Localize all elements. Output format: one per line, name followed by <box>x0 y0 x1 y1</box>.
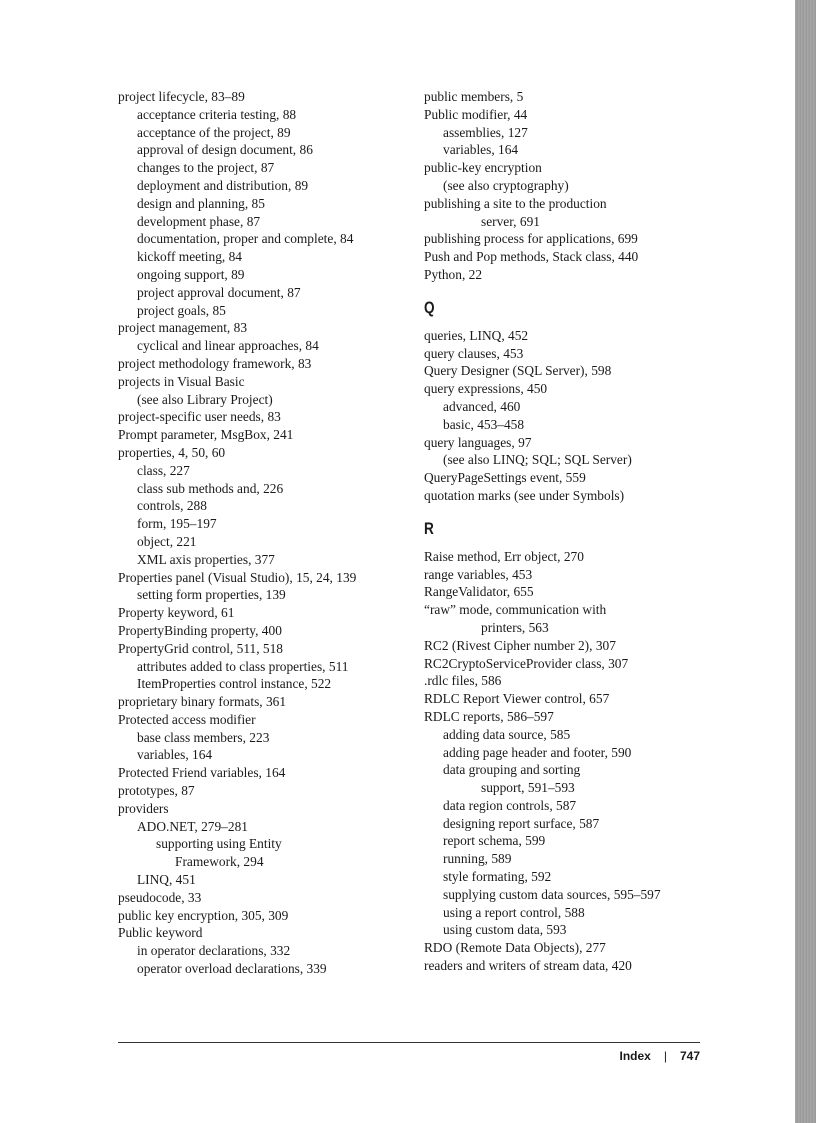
index-entry: query languages, 97 <box>424 434 532 450</box>
index-entry: properties, 4, 50, 60 <box>118 444 226 460</box>
footer-rule <box>118 1042 700 1043</box>
index-entry: pseudocode, 33 <box>118 889 202 905</box>
index-subentry: advanced, 460 <box>443 398 521 414</box>
index-subentry: class, 227 <box>137 462 190 478</box>
index-entry: project management, 83 <box>118 320 248 336</box>
index-entry: public key encryption, 305, 309 <box>118 907 289 923</box>
index-subentry: adding page header and footer, 590 <box>443 744 632 760</box>
index-subentry: ItemProperties control instance, 522 <box>137 676 332 692</box>
index-subentry: server, 691 <box>481 213 540 229</box>
index-subentry: running, 589 <box>443 851 512 867</box>
index-subentry: deployment and distribution, 89 <box>137 177 309 193</box>
index-subentry: operator overload declarations, 339 <box>137 961 327 977</box>
index-subentry: project goals, 85 <box>137 302 226 318</box>
index-entry: project methodology framework, 83 <box>118 355 312 371</box>
index-entry: providers <box>118 800 169 816</box>
footer-separator: | <box>663 1049 667 1063</box>
index-subentry: variables, 164 <box>137 747 213 763</box>
index-entry: RC2CryptoServiceProvider class, 307 <box>424 655 629 671</box>
index-entry: publishing a site to the production <box>424 195 607 211</box>
index-subentry: acceptance of the project, 89 <box>137 124 291 140</box>
index-subentry: base class members, 223 <box>137 729 270 745</box>
index-subentry: printers, 563 <box>481 619 549 635</box>
index-subentry: LINQ, 451 <box>137 872 196 888</box>
index-subentry: documentation, proper and complete, 84 <box>137 231 354 247</box>
index-entry: projects in Visual Basic <box>118 373 245 389</box>
index-entry: RDO (Remote Data Objects), 277 <box>424 940 606 956</box>
index-subentry: data region controls, 587 <box>443 797 577 813</box>
index-entry: Property keyword, 61 <box>118 605 235 621</box>
index-subentry: (see also cryptography) <box>443 177 569 193</box>
index-entry: query expressions, 450 <box>424 381 548 397</box>
index-entry: Public keyword <box>118 925 203 941</box>
index-subentry: assemblies, 127 <box>443 124 528 140</box>
index-entry: query clauses, 453 <box>424 345 524 361</box>
index-subentry: kickoff meeting, 84 <box>137 249 242 265</box>
index-subentry: (see also Library Project) <box>137 391 273 407</box>
index-entry: Push and Pop methods, Stack class, 440 <box>424 249 639 265</box>
index-entry: Properties panel (Visual Studio), 15, 24, 139 <box>118 569 357 585</box>
index-subentry: adding data source, 585 <box>443 726 571 742</box>
index-entry: readers and writers of stream data, 420 <box>424 958 632 974</box>
index-entry: quotation marks (see under Symbols) <box>424 487 625 503</box>
index-subentry: support, 591–593 <box>481 780 575 796</box>
index-entry: .rdlc files, 586 <box>424 673 502 689</box>
index-entry: project-specific user needs, 83 <box>118 409 281 425</box>
index-entry: queries, LINQ, 452 <box>424 327 529 343</box>
index-entry: Prompt parameter, MsgBox, 241 <box>118 427 294 443</box>
index-entry: prototypes, 87 <box>118 783 195 799</box>
index-entry: project lifecycle, 83–89 <box>118 89 245 104</box>
index-subentry: supporting using Entity <box>156 836 282 852</box>
index-subentry: Framework, 294 <box>175 854 264 870</box>
index-entry: publishing process for applications, 699 <box>424 231 638 247</box>
page-number: 747 <box>679 1049 700 1063</box>
index-entry: Raise method, Err object, 270 <box>424 548 584 564</box>
index-subentry: in operator declarations, 332 <box>137 943 291 959</box>
index-subentry: basic, 453–458 <box>443 416 525 432</box>
index-subentry: data grouping and sorting <box>443 762 581 778</box>
index-entry: RangeValidator, 655 <box>424 584 534 600</box>
index-entry: Protected Friend variables, 164 <box>118 765 286 781</box>
index-subentry: class sub methods and, 226 <box>137 480 284 496</box>
index-subentry: XML axis properties, 377 <box>137 551 275 567</box>
page-footer <box>620 1048 701 1064</box>
index-subentry: variables, 164 <box>443 142 519 158</box>
index-entry: “raw” mode, communication with <box>424 602 607 618</box>
index-entry: Protected access modifier <box>118 711 256 727</box>
index-entry: range variables, 453 <box>424 566 533 582</box>
index-subentry: using a report control, 588 <box>443 904 585 920</box>
index-column-right <box>424 88 724 975</box>
index-entry: QueryPageSettings event, 559 <box>424 470 586 486</box>
index-subentry: object, 221 <box>137 533 197 549</box>
index-entry: Public modifier, 44 <box>424 106 528 122</box>
index-subentry: ongoing support, 89 <box>137 266 245 282</box>
index-subentry: designing report surface, 587 <box>443 815 600 831</box>
index-entry: Query Designer (SQL Server), 598 <box>424 363 612 379</box>
index-subentry: supplying custom data sources, 595–597 <box>443 886 661 902</box>
p-continued-entries <box>424 88 724 284</box>
index-subentry: report schema, 599 <box>443 833 546 849</box>
index-subentry: (see also LINQ; SQL; SQL Server) <box>443 452 632 468</box>
index-subentry: project approval document, 87 <box>137 284 301 300</box>
index-entry: Python, 22 <box>424 266 483 282</box>
index-entry: RDLC Report Viewer control, 657 <box>424 691 610 707</box>
index-column-left <box>118 88 408 978</box>
index-entry: proprietary binary formats, 361 <box>118 694 287 710</box>
index-subentry: development phase, 87 <box>137 213 261 229</box>
r-entries <box>424 548 724 975</box>
index-entry: public members, 5 <box>424 89 524 104</box>
index-subentry: using custom data, 593 <box>443 922 567 938</box>
footer-section-label: Index <box>619 1049 651 1063</box>
index-subentry: acceptance criteria testing, 88 <box>137 106 297 122</box>
index-subentry: attributes added to class properties, 511 <box>137 658 349 674</box>
page-edge-binding <box>795 0 816 1123</box>
index-subentry: form, 195–197 <box>137 516 217 532</box>
section-letter-q: Q <box>424 297 435 317</box>
index-subentry: approval of design document, 86 <box>137 142 313 158</box>
index-entry: RDLC reports, 586–597 <box>424 708 554 724</box>
index-subentry: changes to the project, 87 <box>137 160 275 176</box>
index-subentry: cyclical and linear approaches, 84 <box>137 338 319 354</box>
q-entries <box>424 327 724 505</box>
index-entry: RC2 (Rivest Cipher number 2), 307 <box>424 637 616 653</box>
index-subentry: controls, 288 <box>137 498 207 514</box>
index-subentry: style formating, 592 <box>443 869 552 885</box>
index-subentry: setting form properties, 139 <box>137 587 286 603</box>
index-subentry: ADO.NET, 279–281 <box>137 818 248 834</box>
index-entry: public-key encryption <box>424 160 542 176</box>
index-subentry: design and planning, 85 <box>137 195 265 211</box>
section-letter-r: R <box>424 518 434 538</box>
index-entry: PropertyGrid control, 511, 518 <box>118 640 284 656</box>
index-entry: PropertyBinding property, 400 <box>118 622 282 638</box>
